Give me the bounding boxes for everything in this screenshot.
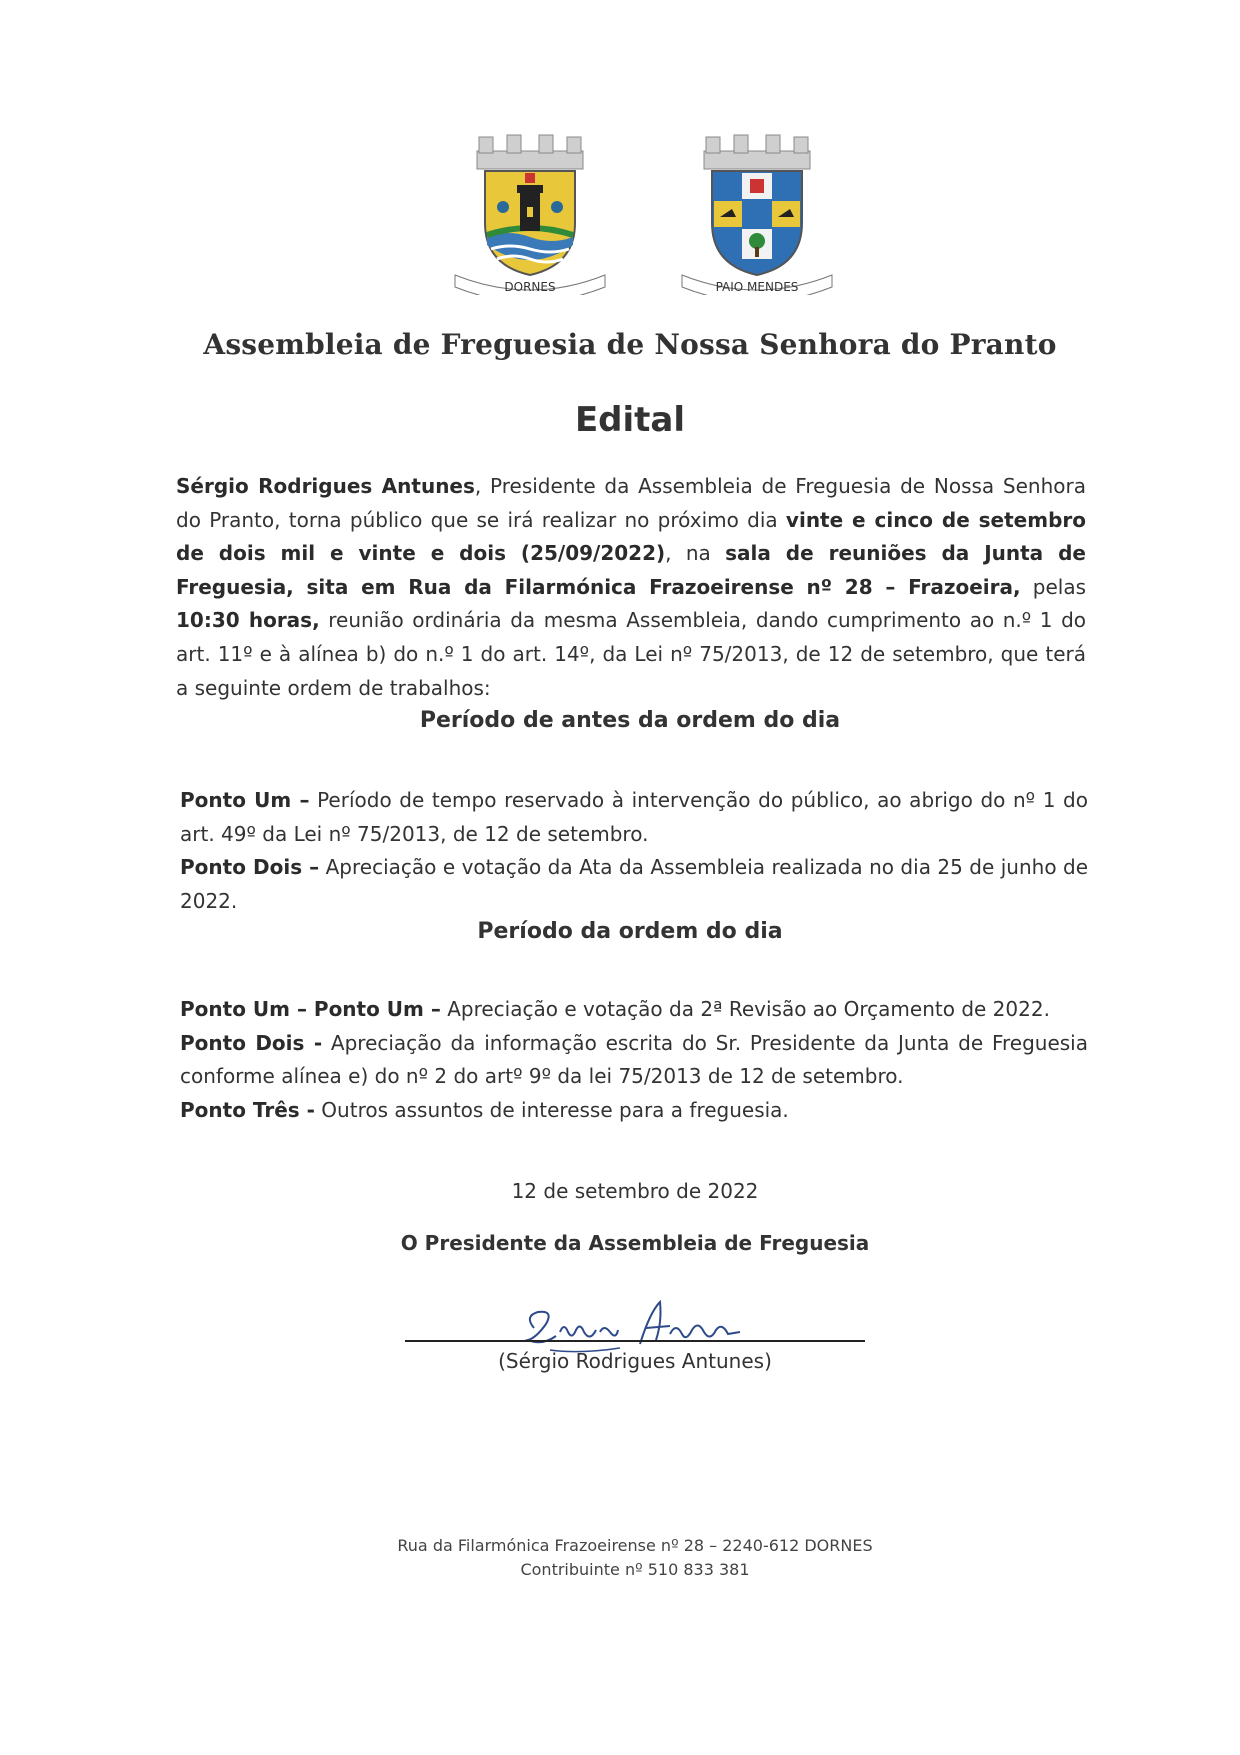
point-text: Outros assuntos de interesse para a freguesia.: [314, 1097, 789, 1122]
signer-name: (Sérgio Rodrigues Antunes): [498, 1349, 772, 1373]
intro-paragraph: [176, 470, 1086, 705]
document-title: Edital: [574, 400, 686, 440]
president-name: Sérgio Rodrigues Antunes: [176, 474, 475, 498]
intro-text-4: reunião ordinária da mesma Assembleia, dando cumprimento ao n.º 1 do art. 11º e à alínea b) do n.º 1 do art. 14º, da Lei nº 75/2013, de 12 de setembro, que terá a seguinte ordem de trabalhos:: [176, 608, 1087, 700]
point-label: Ponto Um –: [180, 788, 310, 812]
paio-mendes-crest: [672, 125, 842, 295]
footer-address: Rua da Filarmónica Frazoeirense nº 28 – 2240-612 DORNES: [397, 1536, 873, 1555]
dornes-ribbon-label: DORNES: [504, 280, 556, 294]
section-before-agenda-points: [180, 784, 1088, 918]
agenda-point: [180, 993, 1088, 1027]
footer-tax-id: Contribuinte nº 510 833 381: [520, 1560, 750, 1579]
agenda-point: [180, 784, 1088, 851]
intro-text-2: , na: [665, 541, 726, 566]
point-text: Período de tempo reservado à intervenção do público, ao abrigo do nº 1 do art. 49º da Lei nº 75/2013, de 12 de setembro.: [180, 788, 1088, 846]
dornes-crest: [445, 125, 615, 295]
signature-line: [405, 1340, 865, 1342]
agenda-point: [180, 1094, 1088, 1128]
section-heading-agenda: Período da ordem do dia: [477, 919, 783, 944]
point-label: Ponto Três -: [180, 1097, 315, 1122]
section-agenda-points: [180, 993, 1088, 1127]
point-label: Ponto Um – Ponto Um –: [180, 997, 441, 1021]
point-text: Apreciação da informação escrita do Sr. Presidente da Junta de Freguesia conforme alínea e) do nº 2 do artº 9º da lei 75/2013 de 12 de setembro.: [180, 1030, 1088, 1089]
point-text: Apreciação e votação da 2ª Revisão ao Orçamento de 2022.: [440, 997, 1050, 1021]
organization-title: Assembleia de Freguesia de Nossa Senhora do Pranto: [203, 328, 1057, 361]
meeting-time: 10:30 horas,: [176, 608, 320, 633]
point-label: Ponto Dois –: [180, 855, 320, 880]
intro-text-3: pelas: [1020, 574, 1086, 599]
point-label: Ponto Dois -: [180, 1030, 323, 1055]
agenda-point: [180, 851, 1088, 918]
section-heading-before-agenda: Período de antes da ordem do dia: [419, 708, 841, 733]
intro-text-1: , Presidente da Assembleia de Freguesia de Nossa Senhora do Pranto, torna público que se irá realizar no próximo dia: [176, 474, 1086, 532]
paio-mendes-ribbon-label: PAIO MENDES: [715, 280, 799, 294]
footer: [0, 1534, 1240, 1582]
meeting-date: vinte e cinco de setembro de dois mil e vinte e dois (25/09/2022): [176, 507, 1086, 566]
point-text: Apreciação e votação da Ata da Assembleia realizada no dia 25 de junho de 2022.: [180, 855, 1089, 913]
agenda-point: [180, 1027, 1088, 1094]
document-date: 12 de setembro de 2022: [511, 1179, 759, 1203]
meeting-place: sala de reuniões da Junta de Freguesia, sita em Rua da Filarmónica Frazoeirense nº 28 – Frazoeira,: [176, 541, 1086, 599]
signer-title: O Presidente da Assembleia de Freguesia: [400, 1231, 870, 1255]
